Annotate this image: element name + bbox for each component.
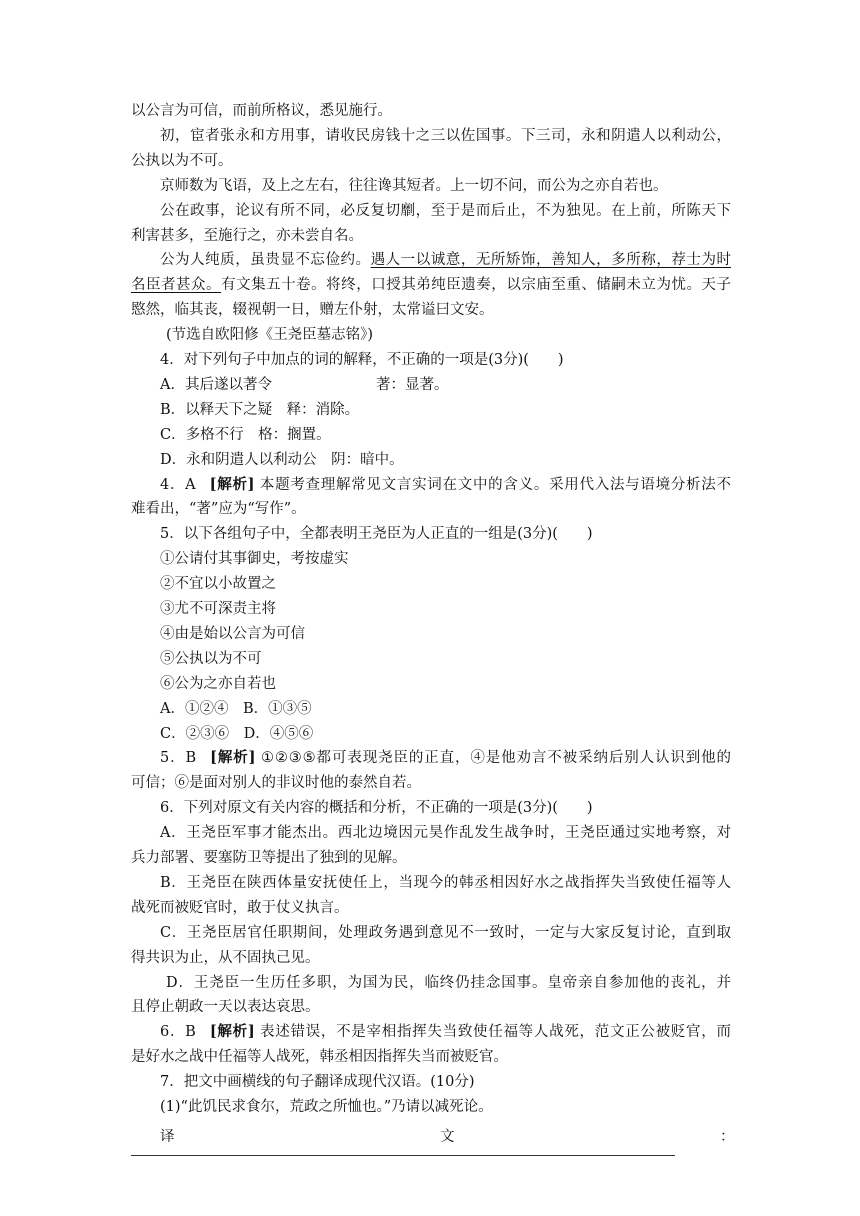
analysis-tag: [解析] (210, 749, 256, 767)
source-citation: (节选自欧阳修《王尧臣墓志铭》) (166, 327, 374, 344)
passage-line: 公执以为不可。 (131, 152, 233, 169)
q5-options-ab: A．①②④ B．①③⑤ (160, 700, 312, 717)
analysis-tag: [解析] (209, 475, 255, 493)
underlined-sentence: 遇人一以诚意，无所矫饰，善知人，多所称，荐士为时 (370, 252, 732, 269)
q5-item: ⑤公执以为不可 (160, 650, 262, 667)
option-6d-cont: 且停止朝政一天以表达哀思。 (131, 999, 320, 1016)
translation-label-yi: 译 (160, 1128, 175, 1145)
underlined-sentence: 名臣者甚众。 (131, 277, 222, 294)
answer-6 (160, 1023, 731, 1041)
analysis-text: 本题考查理解常见文言实词在文中的含义。采用代入法与语境分析法不 (259, 476, 731, 493)
answer-6-cont: 是好水之战中任福等人战死，韩丞相因指挥失当而被贬官。 (131, 1049, 508, 1066)
passage-line (160, 251, 731, 269)
answer-number: 5．B (160, 750, 197, 767)
option-6c: C．王尧臣居官任职期间，处理政务遇到意见不一致时，一定与大家反复讨论，直到取 (160, 924, 731, 941)
q5-item: ③尤不可深责主将 (160, 601, 276, 617)
passage-line: 利害甚多，至施行之，亦未尝自名。 (131, 227, 363, 244)
answer-4 (160, 476, 731, 494)
translation-colon: ： (720, 1128, 735, 1145)
q5-item: ②不宜以小故置之 (160, 576, 276, 593)
passage-line: 初，宦者张永和方用事，请收民房钱十之三以佐国事。下三司，永和阴遣人以利动公， (160, 127, 731, 144)
question-5: 5．以下各组句子中，全都表明王尧臣为人正直的一组是(3分)( ) (160, 526, 593, 543)
option-4a (160, 376, 731, 394)
translation-label-wen: 文 (440, 1128, 455, 1145)
answer-blank-line (131, 1155, 675, 1156)
passage-line: 愍然，临其丧，辍视朝一日，赠左仆射，太常谥曰文安。 (131, 302, 494, 319)
q7-sentence-1: (1)“此饥民求食尔，荒政之所恤也。”乃请以减死论。 (160, 1099, 493, 1115)
option-4b: B．以释天下之疑 释：消除。 (160, 401, 360, 418)
option-4a-sentence: A．其后遂以著令 (160, 376, 272, 393)
answer-number: 6．B (160, 1024, 196, 1041)
option-4a-explain: 著：显著。 (375, 376, 449, 393)
analysis-tag: [解析] (209, 1023, 255, 1041)
option-6b-cont: 战死而被贬官时，敢于仗义执言。 (131, 899, 349, 916)
q5-item: ①公请付其事御史，考按虚实 (160, 551, 349, 568)
option-6a-cont: 兵力部署、要塞防卫等提出了独到的见解。 (131, 850, 407, 866)
option-6d: D．王尧臣一生历任多职，为国为民，临终仍挂念国事。皇帝亲自参加他的丧礼，并 (166, 974, 731, 991)
question-4: 4．对下列句子中加点的词的解释，不正确的一项是(3分)( ) (160, 352, 564, 368)
option-6b: B．王尧臣在陕西体量安抚使任上，当现今的韩丞相因好水之战指挥失当致使任福等人 (160, 874, 731, 891)
option-4d: D．永和阴遣人以利动公 阴：暗中。 (160, 451, 404, 468)
answer-5 (160, 749, 731, 767)
q5-item: ⑥公为之亦自若也 (160, 675, 276, 692)
passage-text: 公为人纯质，虽贵显不忘俭约。 (160, 252, 371, 269)
analysis-text: 表述错误，不是宰相指挥失当致使任福等人战死，范文正公被贬官，而 (260, 1024, 731, 1041)
question-7: 7．把文中画横线的句子翻译成现代汉语。(10分) (160, 1074, 475, 1091)
passage-line (131, 276, 731, 294)
answer-5-cont: 可信；⑥是面对别人的非议时他的泰然自若。 (131, 775, 421, 792)
option-4c: C．多格不行 格：搁置。 (160, 426, 331, 443)
passage-text: 有文集五十卷。将终，口授其弟纯臣遗奏，以宗庙至重、储嗣未立为忧。天子 (221, 277, 731, 294)
option-6c-cont: 得共识为止，从不固执己见。 (131, 949, 320, 966)
passage-line: 以公言为可信，而前所格议，悉见施行。 (131, 103, 392, 119)
q5-options-cd: C．②③⑥ D．④⑤⑥ (160, 725, 314, 742)
analysis-text: ①②③⑤都可表现尧臣的正直，④是他劝言不被采纳后别人认识到他的 (261, 750, 731, 767)
q5-item: ④由是始以公言为可信 (160, 625, 305, 642)
answer-number: 4．A (160, 476, 196, 493)
option-6a: A．王尧臣军事才能杰出。西北边境因元昊作乱发生战争时，王尧臣通过实地考察，对 (160, 825, 731, 842)
answer-4-cont: 难看出，“著”应为“写作”。 (131, 501, 306, 518)
passage-line: 公在政事，论议有所不同，必反复切劘，至于是而后止，不为独见。在上前，所陈天下 (160, 202, 731, 219)
question-6: 6．下列对原文有关内容的概括和分析，不正确的一项是(3分)( ) (160, 800, 593, 817)
passage-line: 京师数为飞语，及上之左右，往往谗其短者。上一切不问，而公为之亦自若也。 (160, 177, 668, 194)
